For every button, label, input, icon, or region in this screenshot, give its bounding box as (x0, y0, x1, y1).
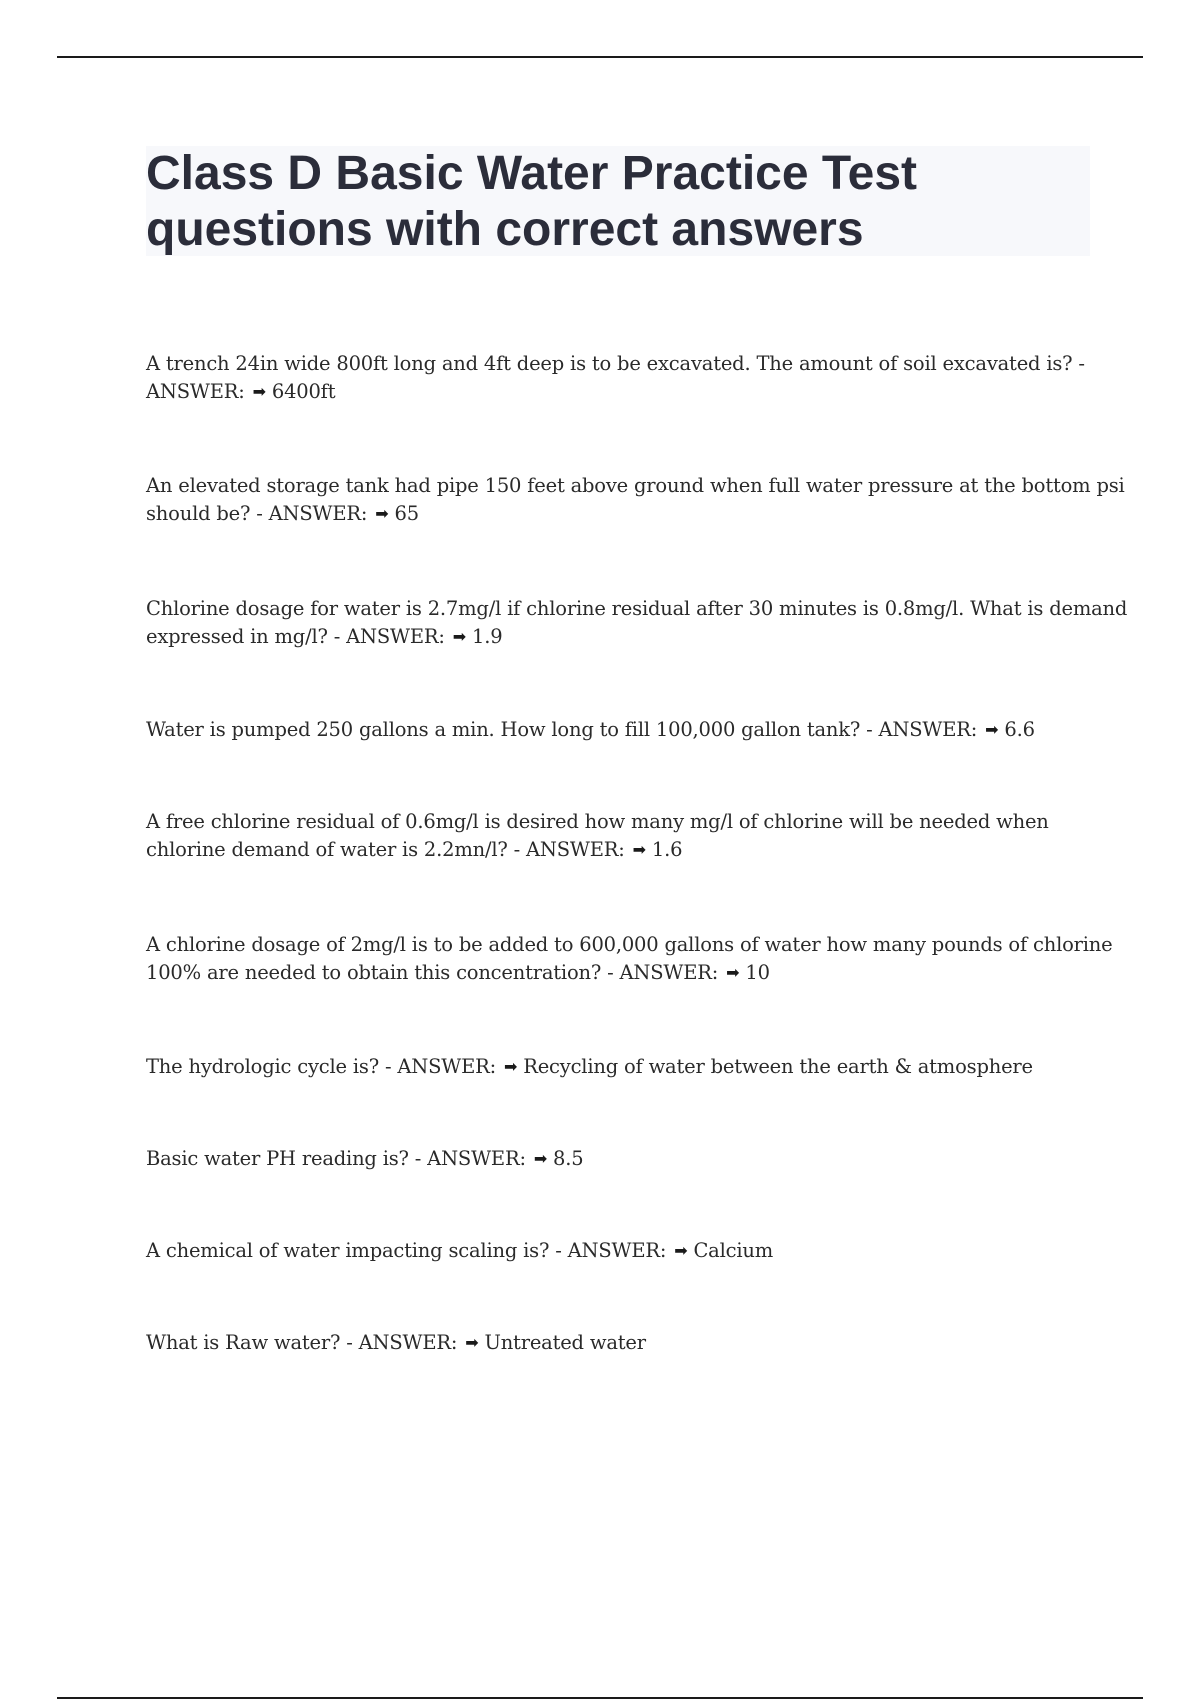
right-arrow-icon: ➡ (674, 1241, 688, 1260)
question-line (146, 959, 1096, 987)
question-line (146, 378, 1096, 406)
right-arrow-icon: ➡ (375, 504, 389, 523)
answer-text: Recycling of water between the earth & atmosphere (523, 1055, 1033, 1078)
right-arrow-icon: ➡ (533, 1149, 548, 1168)
answer-text: 65 (394, 502, 419, 525)
qa-item-6 (146, 931, 1113, 987)
question-line (146, 623, 1096, 651)
qa-item-7 (146, 1053, 1096, 1081)
qa-item-8 (146, 1145, 1096, 1173)
question-text: What is Raw water? - ANSWER: (146, 1331, 458, 1354)
answer-text: 6.6 (1004, 718, 1035, 741)
question-text: Water is pumped 250 gallons a min. How long to fill 100,000 gallon tank? - ANSWER: (146, 718, 978, 741)
bottom-rule (57, 1697, 1143, 1699)
question-text: The hydrologic cycle is? - ANSWER: (146, 1055, 496, 1078)
qa-item-9 (146, 1237, 1096, 1265)
question-text: Basic water PH reading is? - ANSWER: (146, 1147, 526, 1170)
question-text: should be? - ANSWER: (146, 502, 368, 525)
qa-item-3 (146, 595, 1128, 651)
qa-item-10 (146, 1329, 1096, 1357)
question-line: A trench 24in wide 800ft long and 4ft deep is to be excavated. The amount of soil excavated is? - (146, 352, 1085, 375)
answer-text: 1.9 (471, 625, 503, 648)
question-line (146, 1145, 1096, 1173)
question-text: chlorine demand of water is 2.2mn/l? - ANSWER: (146, 838, 625, 861)
question-line (146, 836, 1096, 864)
top-rule (57, 56, 1143, 58)
question-line (146, 1053, 1096, 1081)
question-line: A free chlorine residual of 0.6mg/l is desired how many mg/l of chlorine will be needed when (146, 810, 1049, 833)
answer-label: ANSWER: (146, 380, 245, 403)
question-line (146, 1237, 1096, 1265)
answer-text: 6400ft (271, 380, 336, 403)
answer-text: Untreated water (484, 1331, 646, 1354)
right-arrow-icon: ➡ (632, 840, 646, 859)
question-text: A chemical of water impacting scaling is? - ANSWER: (146, 1239, 667, 1262)
right-arrow-icon: ➡ (504, 1057, 518, 1076)
title-line-2: questions with correct answers (146, 203, 864, 256)
qa-item-5 (146, 808, 1096, 864)
right-arrow-icon: ➡ (465, 1333, 479, 1352)
right-arrow-icon: ➡ (252, 382, 266, 401)
page-title (146, 146, 1090, 256)
right-arrow-icon: ➡ (985, 720, 999, 739)
answer-text: 1.6 (651, 838, 683, 861)
question-line (146, 1329, 1096, 1357)
question-line: Chlorine dosage for water is 2.7mg/l if chlorine residual after 30 minutes is 0.8mg/l. What is demand (146, 597, 1128, 620)
question-line: An elevated storage tank had pipe 150 feet above ground when full water pressure at the bottom psi (146, 474, 1125, 497)
qa-item-4 (146, 716, 1096, 744)
question-line (146, 716, 1096, 744)
qa-item-1 (146, 350, 1096, 406)
answer-text: 8.5 (553, 1147, 584, 1170)
answer-text: 10 (745, 961, 770, 984)
qa-item-2 (146, 472, 1125, 528)
question-text: 100% are needed to obtain this concentration? - ANSWER: (146, 961, 719, 984)
right-arrow-icon: ➡ (726, 963, 740, 982)
question-line (146, 500, 1096, 528)
title-line-1: Class D Basic Water Practice Test (146, 147, 918, 200)
question-line: A chlorine dosage of 2mg/l is to be added to 600,000 gallons of water how many pounds of chlorine (146, 933, 1113, 956)
question-text: expressed in mg/l? - ANSWER: (146, 625, 445, 648)
right-arrow-icon: ➡ (452, 627, 466, 646)
answer-text: Calcium (693, 1239, 774, 1262)
